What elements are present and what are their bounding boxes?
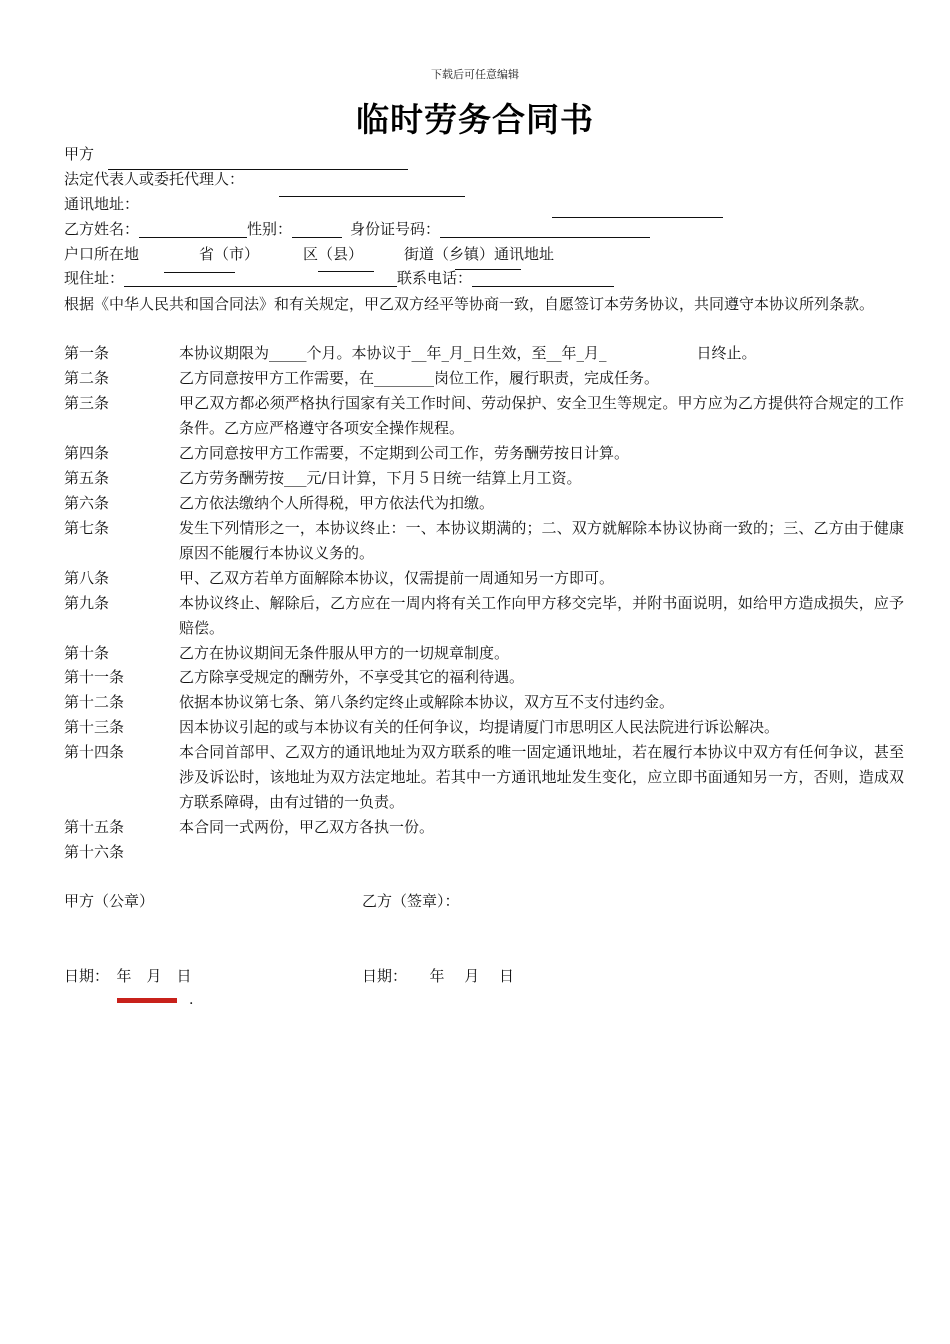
article-text: 本合同一式两份，甲乙双方各执一份。 bbox=[179, 818, 435, 836]
article bbox=[64, 566, 904, 591]
article-number: 第十二条 bbox=[64, 693, 125, 711]
article-text: 乙方依法缴纳个人所得税，甲方依法代为扣缴。 bbox=[179, 494, 495, 512]
article-text: 乙方劳务酬劳按___元/日计算，下月５日统一结算上月工资。 bbox=[179, 469, 582, 487]
article-text: 依据本协议第七条、第八条约定终止或解除本协议，双方互不支付违约金。 bbox=[179, 693, 675, 711]
article-text: 乙方在协议期间无条件服从甲方的一切规章制度。 bbox=[179, 644, 510, 662]
party-b-name-blank bbox=[139, 219, 247, 238]
article-number: 第四条 bbox=[64, 444, 110, 462]
article-number: 第九条 bbox=[64, 594, 110, 612]
party-a-date: 日期： 年 月 日 bbox=[64, 967, 192, 985]
gender-blank bbox=[292, 219, 342, 238]
household-label: 户口所在地 bbox=[64, 245, 140, 263]
article bbox=[64, 690, 904, 715]
phone-blank bbox=[472, 268, 614, 287]
article-number: 第十四条 bbox=[64, 743, 125, 761]
article bbox=[64, 441, 904, 466]
current-address-label: 现住址： bbox=[64, 269, 125, 287]
article-number: 第一条 bbox=[64, 344, 110, 362]
red-stamp-mark bbox=[117, 998, 177, 1003]
article-number: 第五条 bbox=[64, 469, 110, 487]
article bbox=[64, 591, 904, 641]
article bbox=[64, 466, 904, 491]
party-b-date: 日期： 年 月 日 bbox=[362, 967, 515, 985]
article-text: 因本协议引起的或与本协议有关的任何争议，均提请厦门市思明区人民法院进行诉讼解决。 bbox=[179, 718, 780, 736]
party-a-seal-label: 甲方（公章） bbox=[64, 892, 155, 910]
article-number: 第二条 bbox=[64, 369, 110, 387]
article bbox=[64, 491, 904, 516]
article-number: 第三条 bbox=[64, 394, 110, 412]
download-note: 下载后可任意编辑 bbox=[431, 68, 519, 81]
street-label: 街道（乡镇）通讯地址 bbox=[404, 245, 555, 263]
article-text: 本协议终止、解除后，乙方应在一周内将有关工作向甲方移交完毕，并附书面说明，如给甲方造成损失，应予赔偿。 bbox=[179, 594, 904, 637]
article bbox=[64, 366, 904, 391]
article bbox=[64, 665, 904, 690]
article-text: 乙方除享受规定的酬劳外，不享受其它的福利待遇。 bbox=[179, 668, 525, 686]
party-b-row bbox=[64, 217, 650, 242]
legal-rep-label: 法定代表人或委托代理人： bbox=[64, 170, 245, 188]
address-label: 通讯地址： bbox=[64, 195, 140, 213]
phone-label: 联系电话： bbox=[397, 269, 473, 287]
current-address-row bbox=[64, 266, 614, 291]
province-label: 省（市） bbox=[199, 245, 260, 263]
document-title: 临时劳务合同书 bbox=[356, 100, 594, 139]
trailing-dot: . bbox=[189, 992, 194, 1008]
gender-label: 性别： bbox=[247, 220, 293, 238]
article-text: 本合同首部甲、乙双方的通讯地址为双方联系的唯一固定通讯地址，若在履行本协议中双方有任何争议，甚至涉及诉讼时，该地址为双方法定地址。若其中一方通讯地址发生变化，应立即书面通知另一方，否则，造成双方联系障碍，由有过错的一负责。 bbox=[179, 743, 904, 811]
article-number: 第七条 bbox=[64, 519, 110, 537]
article-number: 第十五条 bbox=[64, 818, 125, 836]
article bbox=[64, 641, 904, 666]
article-text: 乙方同意按甲方工作需要，在________岗位工作，履行职责，完成任务。 bbox=[179, 369, 660, 387]
article-text: 甲、乙双方若单方面解除本协议，仅需提前一周通知另一方即可。 bbox=[179, 569, 615, 587]
article bbox=[64, 715, 904, 740]
article-text: 乙方同意按甲方工作需要，不定期到公司工作，劳务酬劳按日计算。 bbox=[179, 444, 630, 462]
article-number: 第八条 bbox=[64, 569, 110, 587]
article-number: 第六条 bbox=[64, 494, 110, 512]
party-b-seal-label: 乙方（签章）： bbox=[362, 892, 460, 910]
article-text: 本协议期限为_____个月。本协议于__年_月_日生效，至__年_月_ 日终止。 bbox=[179, 344, 757, 362]
id-number-label: 身份证号码： bbox=[350, 220, 441, 238]
article-number: 第十条 bbox=[64, 644, 110, 662]
article bbox=[64, 391, 904, 441]
article-text: 发生下列情形之一，本协议终止：一、本协议期满的；二、双方就解除本协议协商一致的；三、乙方由于健康原因不能履行本协议义务的。 bbox=[179, 519, 904, 562]
article-text: 甲乙双方都必须严格执行国家有关工作时间、劳动保护、安全卫生等规定。甲方应为乙方提供符合规定的工作条件。乙方应严格遵守各项安全操作规程。 bbox=[179, 394, 904, 437]
party-b-name-label: 乙方姓名： bbox=[64, 220, 140, 238]
current-address-blank bbox=[124, 268, 397, 287]
article-number: 第十六条 bbox=[64, 843, 125, 861]
article bbox=[64, 341, 904, 366]
intro-paragraph: 根据《中华人民共和国合同法》和有关规定，甲乙双方经平等协商一致，自愿签订本劳务协议，共同遵守本协议所列条款。 bbox=[64, 295, 875, 313]
article-number: 第十一条 bbox=[64, 668, 125, 686]
legal-rep-underline bbox=[279, 196, 465, 197]
article bbox=[64, 740, 904, 815]
article-number: 第十三条 bbox=[64, 718, 125, 736]
article bbox=[64, 815, 904, 840]
party-a-label: 甲方 bbox=[64, 145, 95, 163]
district-label: 区（县） bbox=[303, 245, 364, 263]
id-number-blank bbox=[440, 219, 650, 238]
article bbox=[64, 516, 904, 566]
